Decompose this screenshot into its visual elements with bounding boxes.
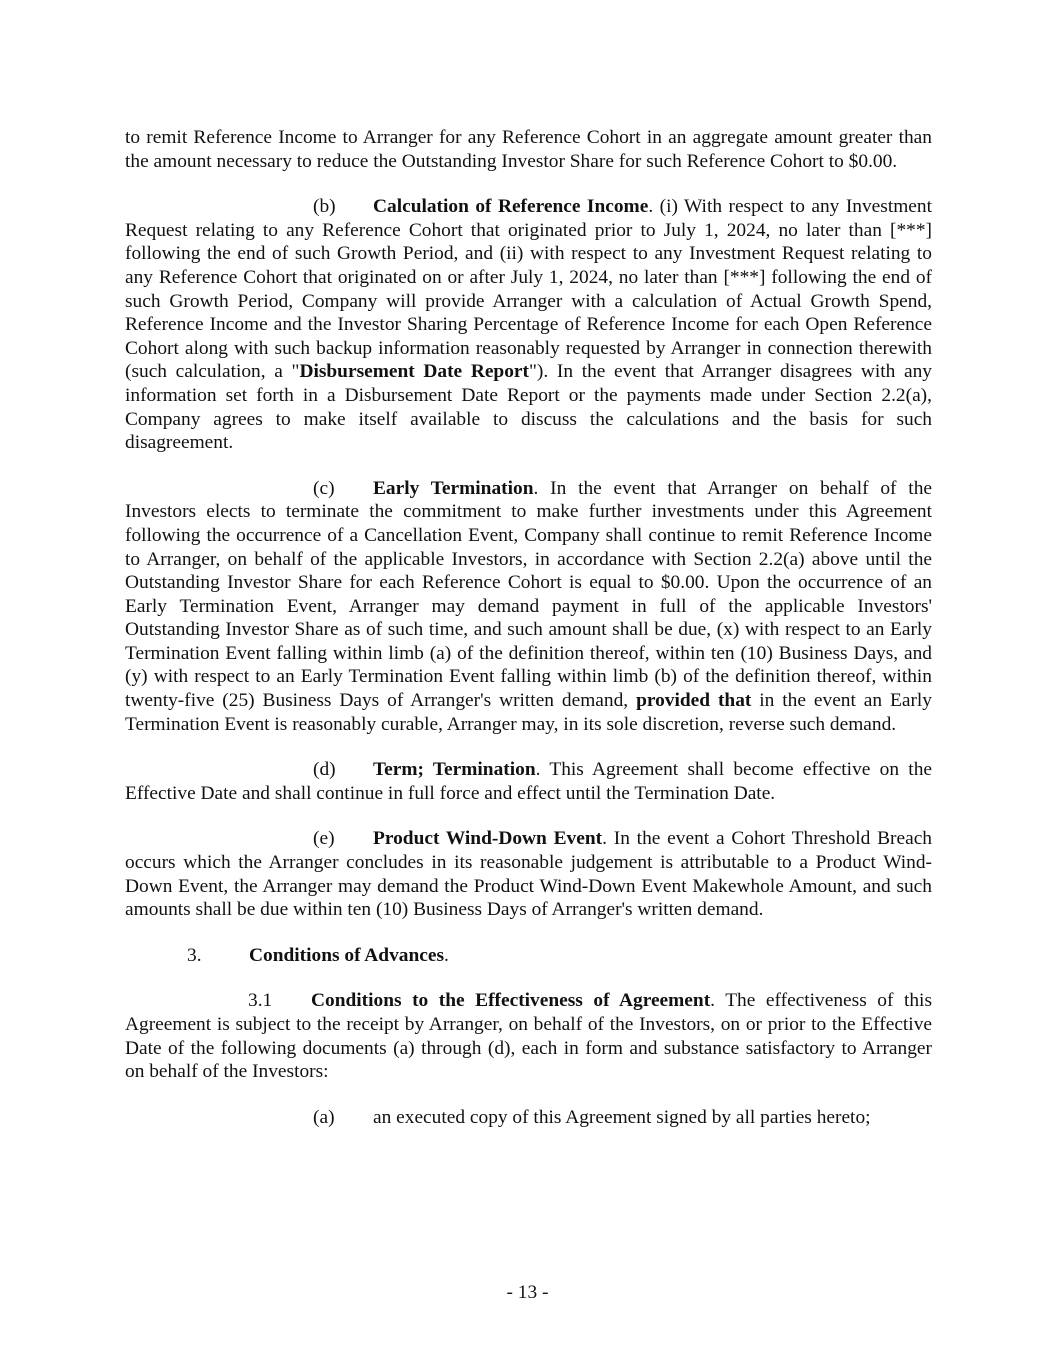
item-a-label: (a)	[313, 1106, 335, 1128]
section-b-label: (b)	[313, 196, 336, 218]
section-3-1-paragraph	[125, 989, 932, 1083]
item-a-paragraph	[125, 1106, 932, 1130]
section-c-provided-that: provided that	[636, 690, 752, 712]
section-3-number: 3.	[187, 944, 202, 966]
section-d-text: . This Agreement shall become effective on the Effective Date and shall continue in full force and effect until the Termination Date.	[125, 759, 932, 804]
page-number: - 13 -	[506, 1282, 549, 1303]
section-b-paragraph	[125, 195, 932, 455]
section-b-text-1: . (i) With respect to any Investment Request relating to any Reference Cohort that originated prior to July 1, 2024, no later than [***] following the end of such Growth Period, and (ii) with respect to any Investment Request relating to any Reference Cohort that originated on or after July 1, 2024, no later than [***] following the end of such Growth Period, Company will provide Arranger with a calculation of Actual Growth Spend, Reference Income and the Investor Sharing Percentage of Reference Income for each Open Reference Cohort along with such backup information reasonably requested by Arranger in connection therewith (such calculation, a "	[125, 196, 932, 383]
section-3-heading: Conditions of Advances	[249, 944, 445, 966]
section-d-paragraph	[125, 758, 932, 805]
section-c-text-1: . In the event that Arranger on behalf of the Investors elects to terminate the commitment to make further investments under this Agreement following the occurrence of a Cancellation Event, Company shall continue to remit Reference Income to Arranger, on behalf of the applicable Investors, in accordance with Section 2.2(a) above until the Outstanding Investor Share for each Reference Cohort is equal to $0.00. Upon the occurrence of an Early Termination Event, Arranger may demand payment in full of the applicable Investors' Outstanding Investor Share as of such time, and such amount shall be due, (x) with respect to an Early Termination Event falling within limb (a) of the definition thereof, within ten (10) Business Days, and (y) with respect to an Early Termination Event falling within limb (b) of the definition thereof, within twenty-five (25) Business Days of Arranger's written demand,	[125, 477, 932, 712]
item-a-text: an executed copy of this Agreement signed by all parties hereto;	[373, 1106, 871, 1128]
section-c-text-2: in the event an Early Termination Event is reasonably curable, Arranger may, in its sole discretion, reverse such demand.	[125, 690, 932, 735]
section-c-paragraph	[125, 477, 932, 737]
document-page	[125, 126, 932, 1151]
section-3-1-text: . The effectiveness of this Agreement is subject to the receipt by Arranger, on behalf of the Investors, on or prior to the Effective Date of the following documents (a) through (d), each in form and substance satisfactory to Arranger on behalf of the Investors:	[125, 990, 932, 1083]
section-b-text-2: "). In the event that Arranger disagrees with any information set forth in a Disbursement Date Report or the payments made under Section 2.2(a), Company agrees to make itself available to discuss the calculations and the basis for such disagreement.	[125, 361, 932, 454]
section-3-period: .	[444, 944, 449, 966]
section-3-1-number: 3.1	[248, 990, 273, 1012]
section-b-heading: Calculation of Reference Income	[373, 196, 649, 218]
section-d-label: (d)	[313, 759, 336, 781]
section-d-heading: Term; Termination	[373, 759, 536, 781]
section-c-heading: Early Termination	[373, 477, 534, 499]
defined-term-disbursement-date-report: Disbursement Date Report	[299, 361, 529, 383]
intro-paragraph: to remit Reference Income to Arranger for any Reference Cohort in an aggregate amount greater than the amount necessary to reduce the Outstanding Investor Share for such Reference Cohort to $0.00.	[125, 127, 932, 172]
section-e-heading: Product Wind-Down Event	[373, 828, 603, 850]
section-c-label: (c)	[313, 477, 335, 499]
section-e-paragraph	[125, 827, 932, 921]
section-e-label: (e)	[313, 828, 335, 850]
section-3-1-heading: Conditions to the Effectiveness of Agreement	[311, 990, 711, 1012]
section-e-text: . In the event a Cohort Threshold Breach occurs which the Arranger concludes in its reasonable judgement is attributable to a Product Wind-Down Event, the Arranger may demand the Product Wind-Down Event Makewhole Amount, and such amounts shall be due within ten (10) Business Days of Arranger's written demand.	[125, 828, 932, 921]
section-3-heading-line	[125, 944, 932, 968]
